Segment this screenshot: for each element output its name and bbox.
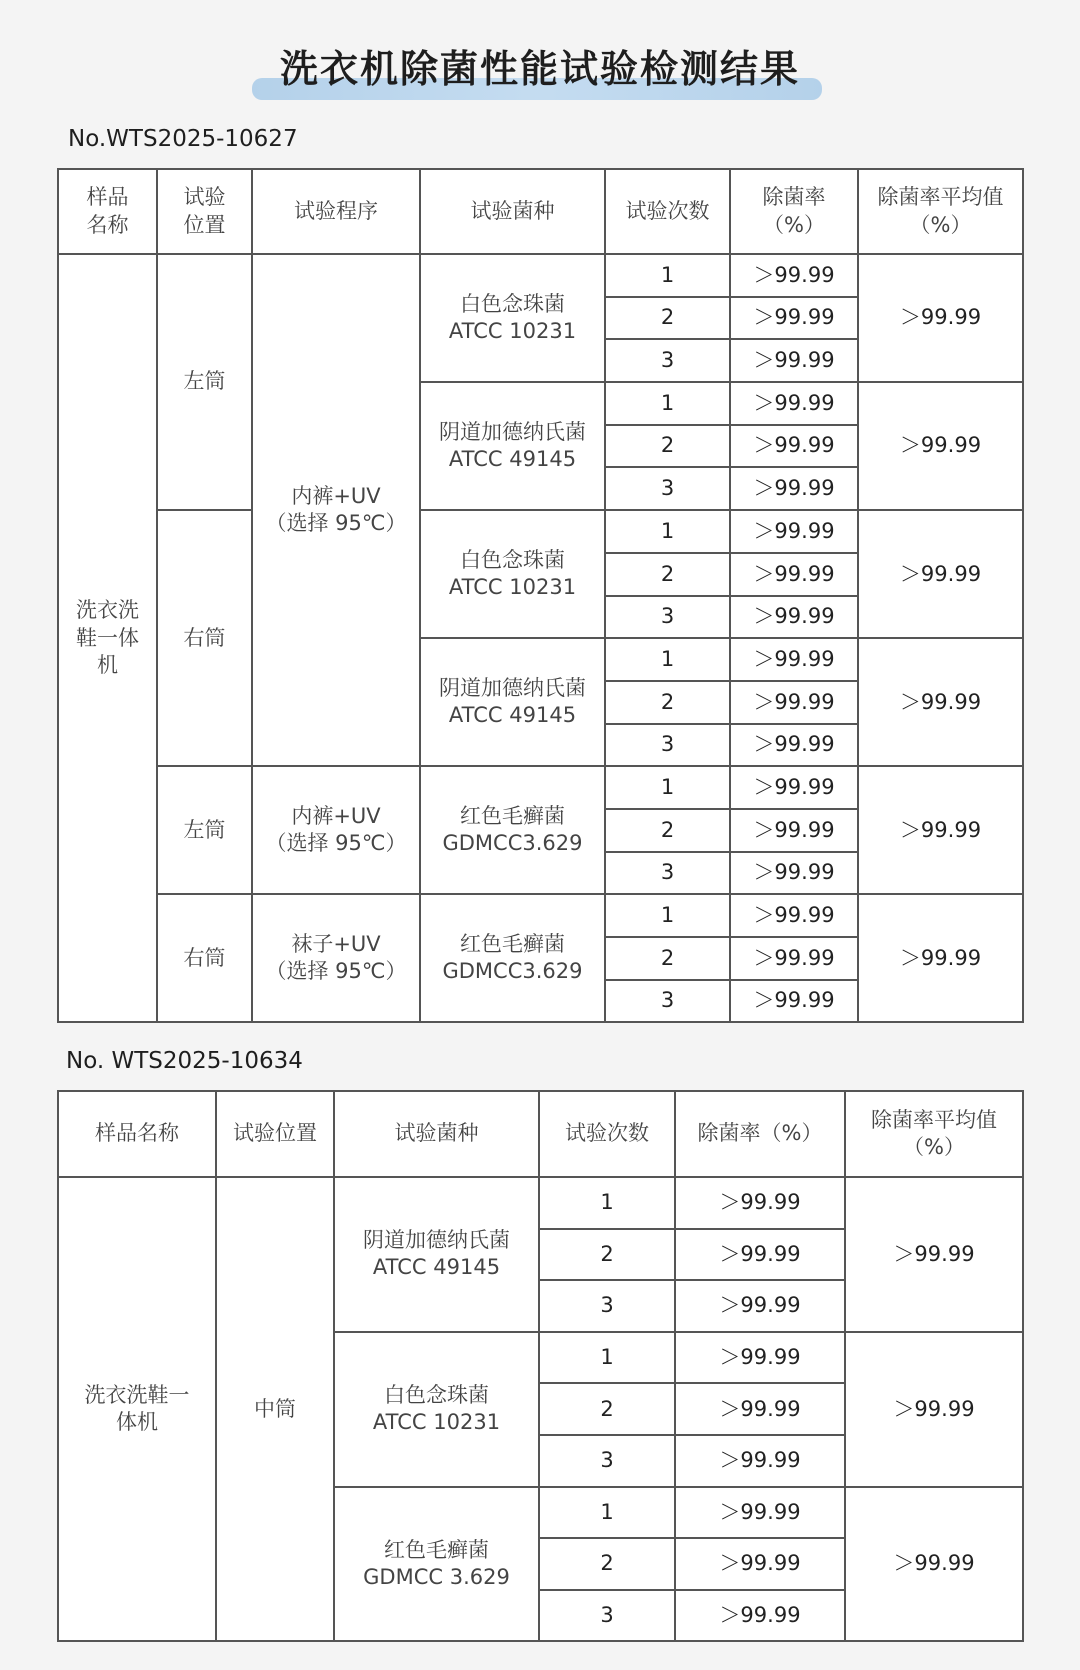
removal-rate-cell: ＞99.99 — [730, 382, 858, 425]
position-cell-left: 左筒 — [157, 766, 252, 894]
table-row — [58, 766, 1023, 809]
test-times-cell: 1 — [539, 1177, 675, 1229]
removal-rate-cell: ＞99.99 — [675, 1538, 845, 1590]
average-rate-cell: ＞99.99 — [845, 1332, 1023, 1487]
test-times-cell: 2 — [605, 937, 730, 980]
strain-cell: 白色念珠菌 ATCC 10231 — [420, 254, 605, 382]
test-times-cell: 3 — [605, 724, 730, 767]
removal-rate-cell: ＞99.99 — [675, 1280, 845, 1332]
header-test-program: 试验程序 — [252, 169, 420, 254]
removal-rate-cell: ＞99.99 — [675, 1383, 845, 1435]
table-body — [58, 1177, 1023, 1641]
program-cell: 袜子+UV （选择 95℃） — [252, 894, 420, 1022]
test-times-cell: 1 — [539, 1332, 675, 1384]
table-row — [58, 510, 1023, 553]
removal-rate-cell: ＞99.99 — [730, 467, 858, 510]
removal-rate-cell: ＞99.99 — [675, 1487, 845, 1539]
average-rate-cell: ＞99.99 — [845, 1177, 1023, 1332]
sample-name-cell: 洗衣洗 鞋一体 机 — [58, 254, 157, 1022]
test-times-cell: 1 — [605, 638, 730, 681]
test-times-cell: 3 — [605, 467, 730, 510]
results-table-2 — [57, 1090, 1024, 1642]
strain-cell: 白色念珠菌 ATCC 10231 — [334, 1332, 539, 1487]
header-sample-name: 样品名称 — [58, 1091, 216, 1177]
removal-rate-cell: ＞99.99 — [730, 297, 858, 340]
strain-cell: 红色毛癣菌 GDMCC3.629 — [420, 894, 605, 1022]
test-times-cell: 1 — [605, 510, 730, 553]
header-test-position: 试验位置 — [216, 1091, 334, 1177]
test-times-cell: 3 — [605, 596, 730, 639]
strain-cell: 阴道加德纳氏菌 ATCC 49145 — [420, 638, 605, 766]
table-header-row — [58, 169, 1023, 254]
removal-rate-cell: ＞99.99 — [730, 510, 858, 553]
header-test-position: 试验 位置 — [157, 169, 252, 254]
removal-rate-cell: ＞99.99 — [675, 1332, 845, 1384]
average-rate-cell: ＞99.99 — [858, 510, 1023, 638]
test-times-cell: 1 — [539, 1487, 675, 1539]
strain-cell: 阴道加德纳氏菌 ATCC 49145 — [420, 382, 605, 510]
removal-rate-cell: ＞99.99 — [675, 1435, 845, 1487]
test-times-cell: 1 — [605, 766, 730, 809]
title-wrap — [0, 38, 1080, 93]
header-removal-rate: 除菌率 （%） — [730, 169, 858, 254]
test-times-cell: 3 — [539, 1435, 675, 1487]
test-times-cell: 2 — [605, 425, 730, 468]
test-times-cell: 3 — [539, 1590, 675, 1642]
removal-rate-cell: ＞99.99 — [730, 596, 858, 639]
position-cell-right: 右筒 — [157, 894, 252, 1022]
header-test-times: 试验次数 — [605, 169, 730, 254]
test-times-cell: 2 — [539, 1383, 675, 1435]
removal-rate-cell: ＞99.99 — [730, 638, 858, 681]
table-row — [58, 894, 1023, 937]
removal-rate-cell: ＞99.99 — [730, 809, 858, 852]
removal-rate-cell: ＞99.99 — [730, 254, 858, 297]
removal-rate-cell: ＞99.99 — [730, 980, 858, 1023]
header-average-rate: 除菌率平均值 （%） — [858, 169, 1023, 254]
position-cell-middle: 中筒 — [216, 1177, 334, 1641]
removal-rate-cell: ＞99.99 — [730, 425, 858, 468]
program-cell: 内裤+UV （选择 95℃） — [252, 254, 420, 766]
removal-rate-cell: ＞99.99 — [730, 553, 858, 596]
average-rate-cell: ＞99.99 — [858, 254, 1023, 382]
removal-rate-cell: ＞99.99 — [730, 937, 858, 980]
removal-rate-cell: ＞99.99 — [675, 1177, 845, 1229]
test-times-cell: 1 — [605, 382, 730, 425]
test-times-cell: 2 — [539, 1229, 675, 1281]
test-times-cell: 2 — [605, 809, 730, 852]
average-rate-cell: ＞99.99 — [858, 766, 1023, 894]
test-times-cell: 3 — [605, 980, 730, 1023]
position-cell-left: 左筒 — [157, 254, 252, 510]
removal-rate-cell: ＞99.99 — [730, 852, 858, 895]
header-test-strain: 试验菌种 — [420, 169, 605, 254]
results-table-1 — [57, 168, 1024, 1023]
removal-rate-cell: ＞99.99 — [730, 339, 858, 382]
table-row — [58, 1177, 1023, 1229]
header-average-rate: 除菌率平均值 （%） — [845, 1091, 1023, 1177]
table-row — [58, 254, 1023, 297]
removal-rate-cell: ＞99.99 — [675, 1229, 845, 1281]
average-rate-cell: ＞99.99 — [858, 382, 1023, 510]
strain-cell: 白色念珠菌 ATCC 10231 — [420, 510, 605, 638]
test-times-cell: 1 — [605, 254, 730, 297]
removal-rate-cell: ＞99.99 — [730, 724, 858, 767]
position-cell-right: 右筒 — [157, 510, 252, 766]
report-number-1: No.WTS2025-10627 — [68, 126, 298, 152]
test-times-cell: 2 — [605, 681, 730, 724]
removal-rate-cell: ＞99.99 — [730, 766, 858, 809]
test-times-cell: 1 — [605, 894, 730, 937]
test-times-cell: 3 — [605, 339, 730, 382]
header-removal-rate: 除菌率（%） — [675, 1091, 845, 1177]
test-times-cell: 2 — [539, 1538, 675, 1590]
test-times-cell: 3 — [539, 1280, 675, 1332]
header-sample-name: 样品 名称 — [58, 169, 157, 254]
report-number-2: No. WTS2025-10634 — [66, 1048, 303, 1074]
average-rate-cell: ＞99.99 — [858, 638, 1023, 766]
header-test-strain: 试验菌种 — [334, 1091, 539, 1177]
table-header-row — [58, 1091, 1023, 1177]
sample-name-cell: 洗衣洗鞋一 体机 — [58, 1177, 216, 1641]
page-title: 洗衣机除菌性能试验检测结果 — [279, 47, 800, 91]
removal-rate-cell: ＞99.99 — [730, 894, 858, 937]
removal-rate-cell: ＞99.99 — [730, 681, 858, 724]
table-body — [58, 254, 1023, 1022]
average-rate-cell: ＞99.99 — [845, 1487, 1023, 1642]
test-times-cell: 3 — [605, 852, 730, 895]
program-cell: 内裤+UV （选择 95℃） — [252, 766, 420, 894]
strain-cell: 红色毛癣菌 GDMCC 3.629 — [334, 1487, 539, 1642]
header-test-times: 试验次数 — [539, 1091, 675, 1177]
average-rate-cell: ＞99.99 — [858, 894, 1023, 1022]
strain-cell: 阴道加德纳氏菌 ATCC 49145 — [334, 1177, 539, 1332]
removal-rate-cell: ＞99.99 — [675, 1590, 845, 1642]
strain-cell: 红色毛癣菌 GDMCC3.629 — [420, 766, 605, 894]
test-times-cell: 2 — [605, 297, 730, 340]
test-times-cell: 2 — [605, 553, 730, 596]
